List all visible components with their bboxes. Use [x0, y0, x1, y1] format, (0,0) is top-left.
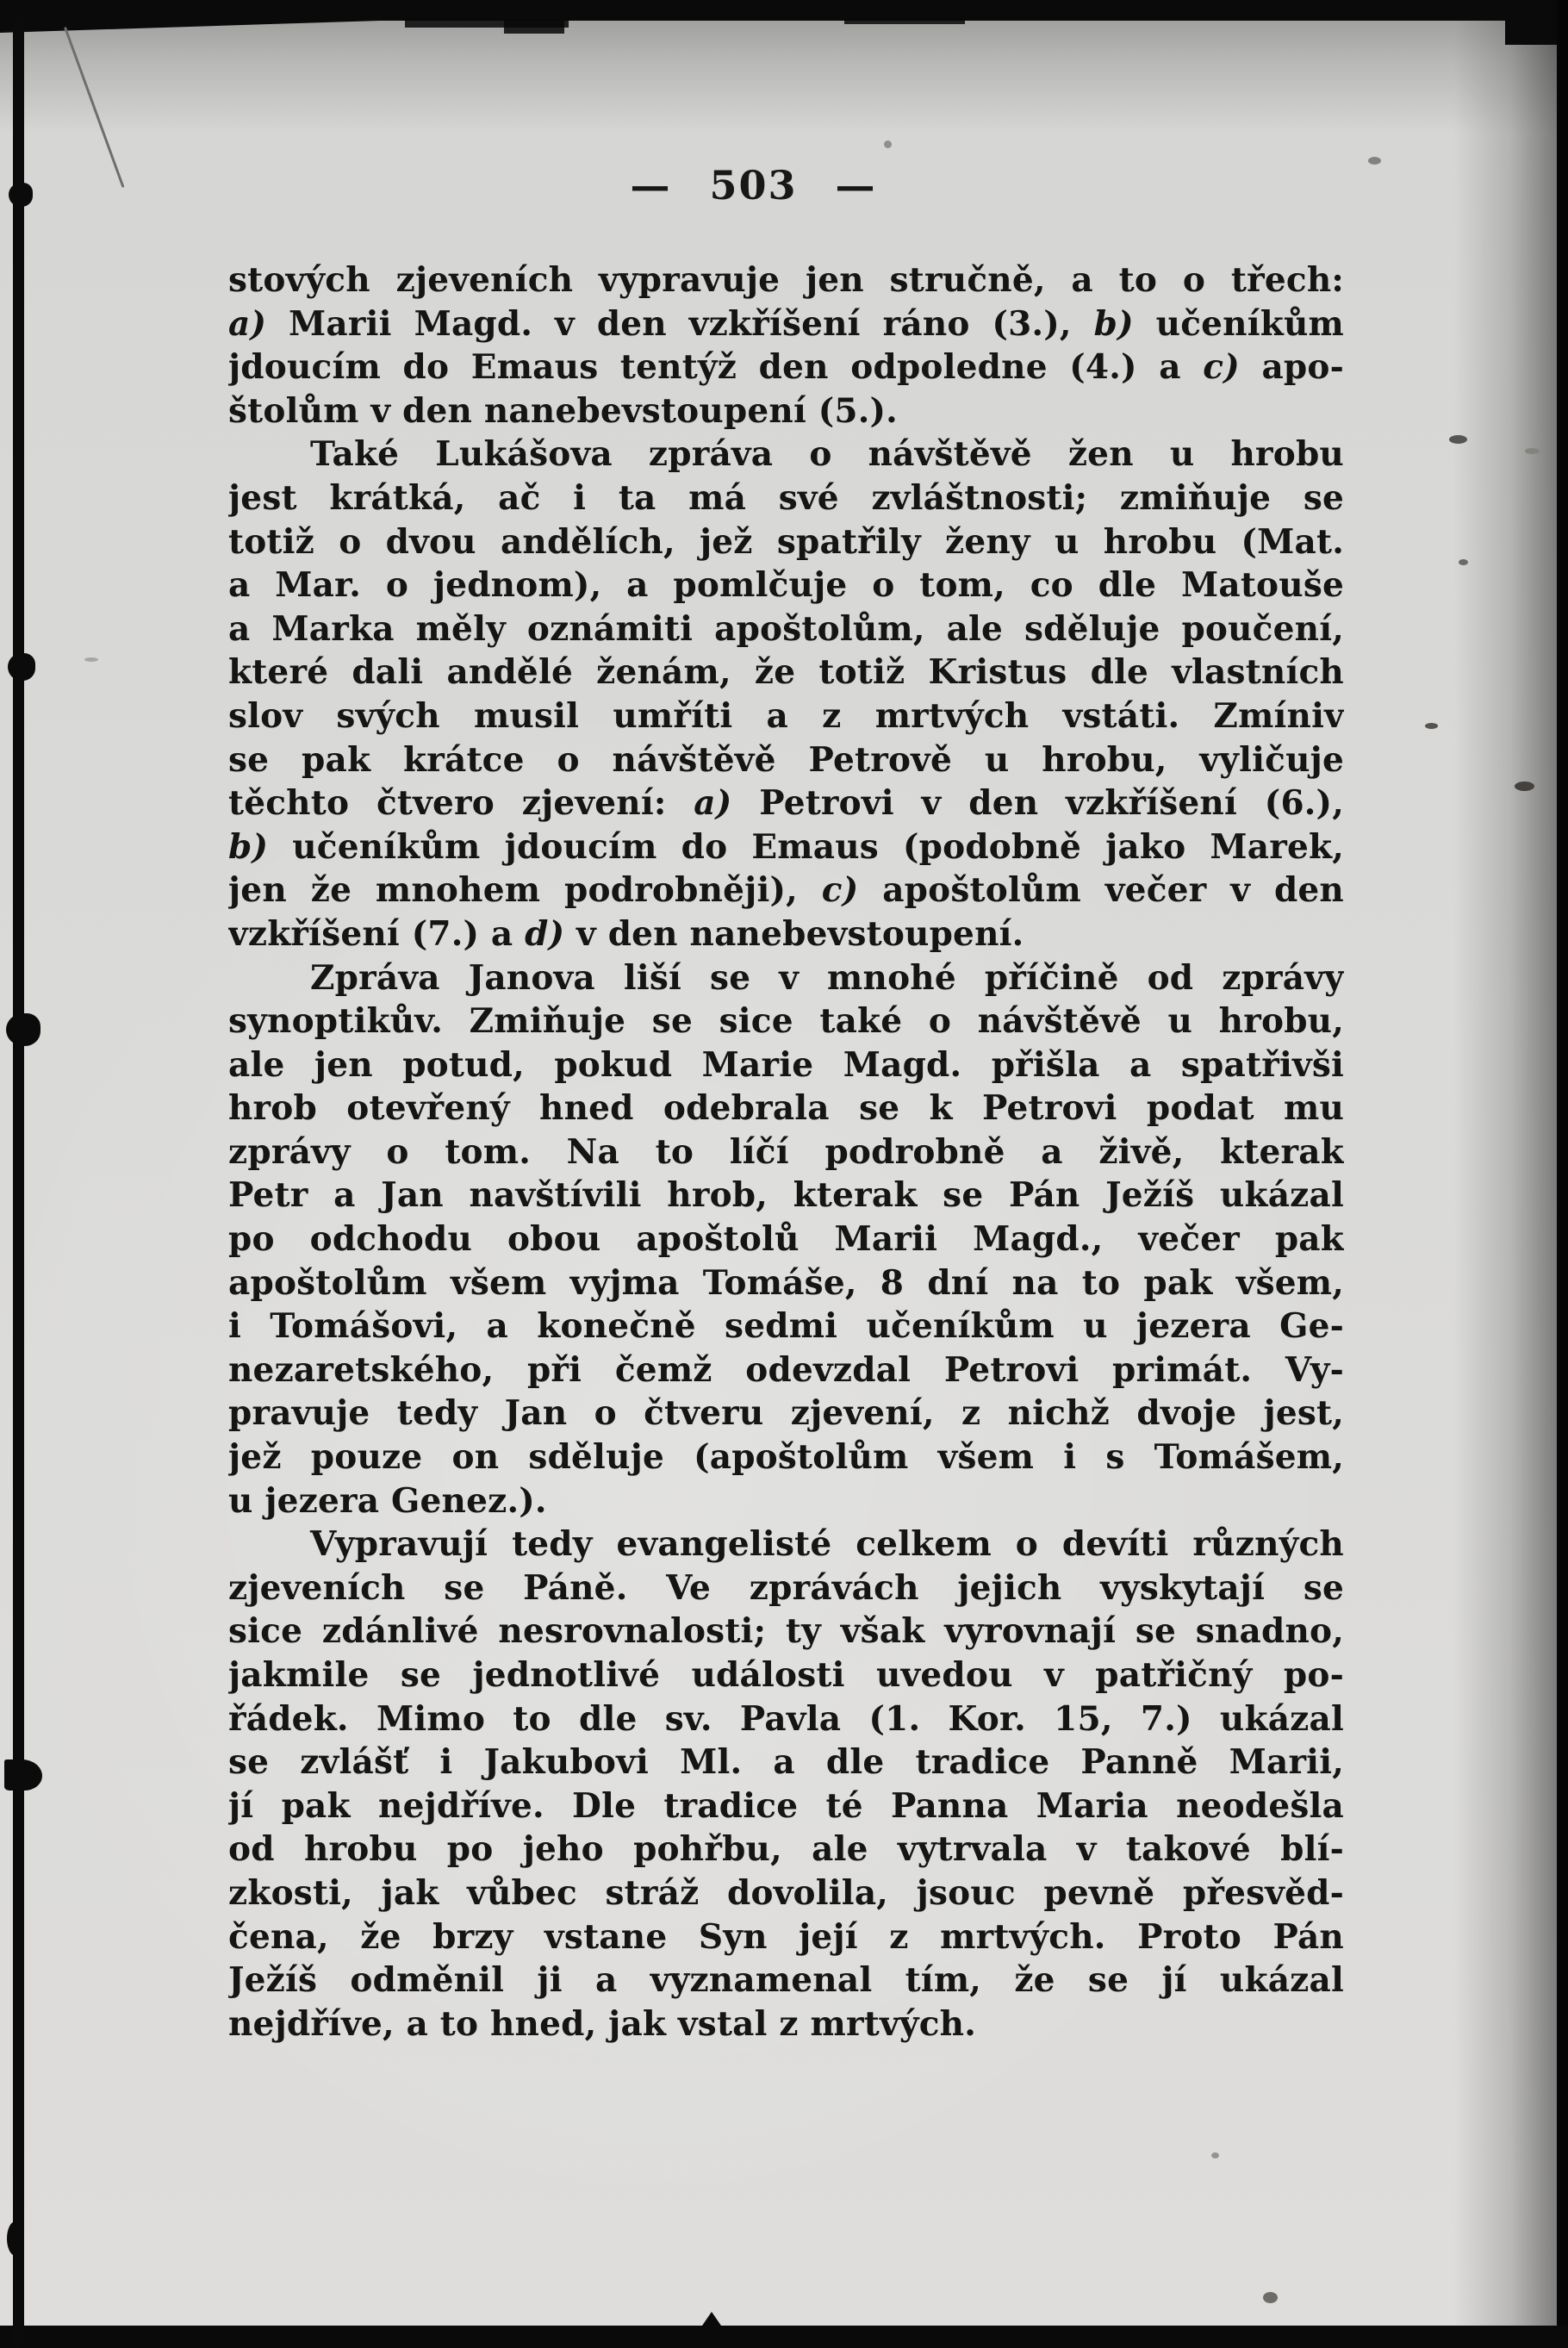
text-segment: pravuje tedy Jan o čtveru zjevení, z nichž dvoje jest, [228, 1393, 1344, 1434]
text-segment: Zpráva Janova liší se v mnohé příčině od zprávy [310, 957, 1344, 998]
scan-border-right [1557, 0, 1568, 2348]
dust-speck [84, 657, 98, 662]
scan-border-top-right-corner [1505, 0, 1557, 45]
text-line [228, 1436, 1344, 1479]
text-segment: jež pouze on sděluje (apoštolům všem i s Tomášem, [228, 1437, 1344, 1478]
scan-border-ragged-edge [844, 19, 965, 24]
dust-speck [1525, 448, 1540, 454]
text-segment-italic: d) [525, 913, 565, 954]
text-segment: sice zdánlivé nesrovnalosti; ty však vyrovnají se snadno, [228, 1611, 1344, 1652]
text-segment: totiž o dvou andělích, jež spatřily ženy u hrobu (Mat. [228, 521, 1344, 562]
text-segment-italic: c) [1203, 347, 1240, 388]
text-segment: slov svých musil umříti a z mrtvých vstáti. Zmíniv [228, 695, 1344, 736]
text-segment: apoštolům všem vyjma Tomáše, 8 dní na to pak všem, [228, 1262, 1344, 1303]
text-line [228, 1087, 1344, 1130]
text-segment: se zvlášť i Jakubovi Ml. a dle tradice Panně Marii, [228, 1742, 1344, 1783]
text-segment: vzkříšení (7.) a [228, 913, 526, 954]
text-segment: apoštolům večer v den [858, 870, 1344, 911]
scan-border-bottom [0, 2326, 1568, 2348]
text-line [228, 476, 1344, 520]
text-line [228, 1697, 1344, 1741]
text-line [228, 520, 1344, 564]
text-segment-italic: b) [1093, 303, 1134, 344]
text-segment: Také Lukášova zpráva o návštěvě žen u hrobu [310, 434, 1344, 475]
text-segment: řádek. Mimo to dle sv. Pavla (1. Kor. 15, 7.) ukázal [228, 1698, 1344, 1739]
text-line [228, 389, 1344, 433]
text-segment: jest krátká, ač i ta má své zvláštnosti; zmiňuje se [228, 477, 1344, 518]
dust-speck [1459, 559, 1468, 565]
text-line [228, 1130, 1344, 1174]
text-segment: nezaretského, při čemž odevzdal Petrovi primát. Vy- [228, 1349, 1344, 1390]
text-line [228, 1784, 1344, 1828]
text-segment: nejdříve, a to hned, jak vstal z mrtvých. [228, 2003, 976, 2044]
text-segment-italic: b) [228, 826, 269, 867]
text-line [228, 433, 1344, 476]
text-segment: apo- [1239, 347, 1344, 388]
text-line [228, 607, 1344, 651]
text-segment: i Tomášovi, a konečně sedmi učeníkům u jezera Ge- [228, 1306, 1344, 1347]
text-line [228, 956, 1344, 1000]
text-segment: Petr a Jan navštívili hrob, kterak se Pán Ježíš ukázal [228, 1175, 1344, 1216]
text-segment: hrob otevřený hned odebrala se k Petrovi podat mu [228, 1088, 1344, 1129]
text-segment: ale jen potud, pokud Marie Magd. přišla a spatřivši [228, 1044, 1344, 1085]
text-segment: zkosti, jak vůbec stráž dovolila, jsouc pevně přesvěd- [228, 1872, 1344, 1913]
text-line [228, 1915, 1344, 1959]
text-line [228, 1000, 1344, 1043]
text-segment: se pak krátce o návštěvě Petrově u hrobu, vyličuje [228, 739, 1344, 780]
page-number-header: — 503 — [630, 162, 877, 209]
text-segment: Vypravují tedy evangelisté celkem o devíti různých [310, 1524, 1344, 1565]
scan-border-bottom-notch [702, 2312, 721, 2326]
text-line [228, 1392, 1344, 1436]
text-segment: jí pak nejdříve. Dle tradice té Panna Maria neodešla [228, 1785, 1344, 1826]
binding-line-blob [6, 1013, 40, 1046]
text-line [228, 1959, 1344, 2002]
text-line [228, 1348, 1344, 1392]
text-line [228, 1523, 1344, 1566]
paper-top-shading [0, 21, 1568, 133]
text-segment: Marii Magd. v den vzkříšení ráno (3.), [266, 303, 1094, 344]
text-line [228, 2002, 1344, 2046]
text-segment: v den nanebevstoupení. [564, 913, 1024, 954]
text-line [228, 302, 1344, 346]
dust-speck [1449, 435, 1467, 444]
text-segment: jdoucím do Emaus tentýž den odpoledne (4.) a [228, 347, 1204, 388]
text-line [228, 1741, 1344, 1784]
text-line [228, 738, 1344, 782]
text-line [228, 825, 1344, 869]
text-segment: těchto čtvero zjevení: [228, 783, 694, 824]
dust-speck [884, 140, 892, 148]
text-segment: čena, že brzy vstane Syn její z mrtvých. Proto Pán [228, 1916, 1344, 1957]
binding-line-blob [8, 653, 35, 681]
text-segment: Petrovi v den vzkříšení (6.), [731, 783, 1344, 824]
text-line [228, 1043, 1344, 1087]
text-segment-italic: a) [228, 303, 267, 344]
text-line [228, 694, 1344, 738]
text-segment-italic: c) [821, 870, 859, 911]
text-line [228, 1872, 1344, 1915]
text-line [228, 912, 1344, 956]
text-segment: jakmile se jednotlivé události uvedou v patřičný po- [228, 1655, 1344, 1695]
text-line [228, 869, 1344, 912]
dust-speck [1515, 782, 1534, 791]
text-line [228, 564, 1344, 607]
dust-speck [1425, 723, 1438, 729]
text-segment: od hrobu po jeho pohřbu, ale vytrvala v takové blí- [228, 1829, 1344, 1870]
text-line [228, 1654, 1344, 1697]
scan-border-ragged-edge [504, 19, 564, 34]
text-segment: a Mar. o jednom), a pomlčuje o tom, co dle Matouše [228, 565, 1344, 606]
dust-speck [1263, 2292, 1278, 2303]
text-segment: a Marka měly oznámiti apoštolům, ale sděluje poučení, [228, 608, 1344, 649]
text-segment: zprávy o tom. Na to líčí podrobně a živě, kterak [228, 1131, 1344, 1172]
text-line [228, 651, 1344, 694]
text-line [228, 1174, 1344, 1218]
binding-line-blob [7, 2221, 24, 2256]
text-line [228, 346, 1344, 389]
text-segment: učeníkům [1133, 303, 1344, 344]
text-segment: zjeveních se Páně. Ve zprávách jejich vyskytají se [228, 1567, 1344, 1608]
text-segment: stových zjeveních vypravuje jen stručně, a to o třech: [228, 260, 1344, 300]
text-segment: po odchodu obou apoštolů Marii Magd., večer pak [228, 1219, 1344, 1260]
binding-line-blob [9, 183, 33, 207]
text-line [228, 1479, 1344, 1523]
text-line [228, 1305, 1344, 1348]
text-segment: u jezera Genez.). [228, 1480, 547, 1521]
text-segment: synoptikův. Zmiňuje se sice také o návštěvě u hrobu, [228, 1001, 1344, 1042]
paper-right-shading [1453, 0, 1557, 2348]
dust-speck [1368, 157, 1381, 165]
binding-line [13, 17, 24, 2348]
text-segment-italic: a) [694, 783, 732, 824]
text-block [228, 258, 1344, 2046]
binding-line-blob [4, 1759, 42, 1791]
text-segment: štolům v den nanebevstoupení (5.). [228, 390, 898, 431]
text-line [228, 1566, 1344, 1610]
text-segment: Ježíš odměnil ji a vyznamenal tím, že se jí ukázal [228, 1960, 1344, 2001]
text-segment: jen že mnohem podrobněji), [228, 870, 822, 911]
text-line [228, 1218, 1344, 1261]
text-line [228, 258, 1344, 302]
text-line [228, 1261, 1344, 1305]
text-segment: učeníkům jdoucím do Emaus (podobně jako Marek, [268, 826, 1344, 867]
text-line [228, 782, 1344, 825]
dust-speck [1211, 2152, 1219, 2158]
text-line [228, 1610, 1344, 1654]
text-segment: které dali andělé ženám, že totiž Kristus dle vlastních [228, 652, 1344, 693]
text-line [228, 1828, 1344, 1872]
